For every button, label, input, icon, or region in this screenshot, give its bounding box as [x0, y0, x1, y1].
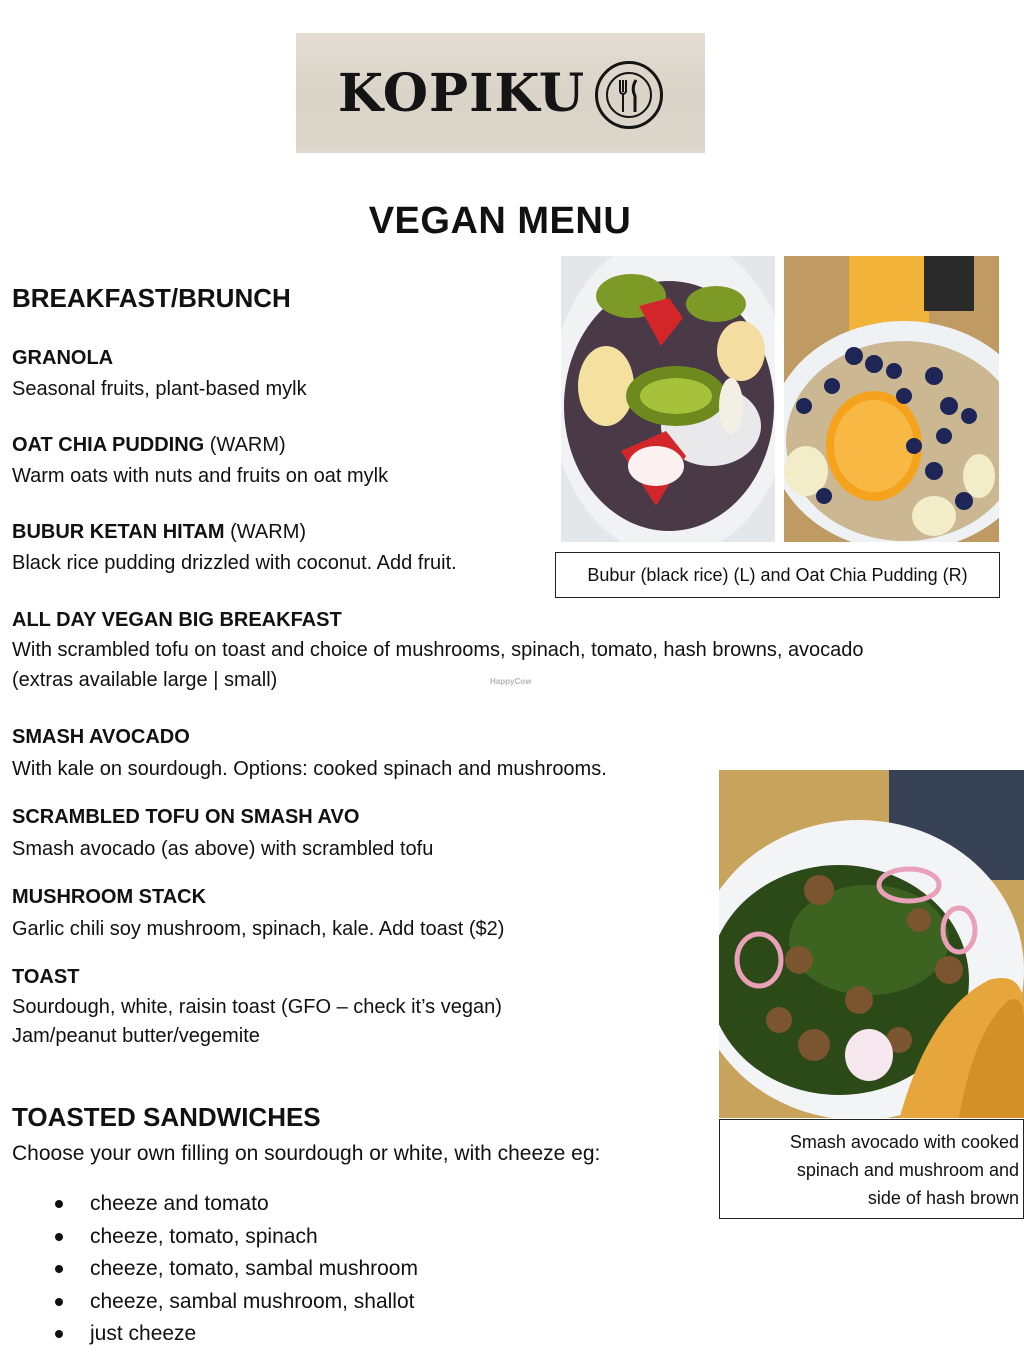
menu-item-name: SCRAMBLED TOFU ON SMASH AVO — [12, 806, 360, 828]
sandwiches-intro: Choose your own filling on sourdough or white, with cheeze eg: — [12, 1142, 601, 1165]
logo-text: KOPIKU — [337, 62, 586, 124]
oat-chia-pudding-photo — [784, 256, 999, 542]
menu-item-desc: Jam/peanut butter/vegemite — [12, 1025, 260, 1047]
menu-item-desc: Black rice pudding drizzled with coconut. Add fruit. — [12, 552, 457, 574]
menu-item-name: SMASH AVOCADO — [12, 726, 190, 748]
photo-caption-top: Bubur (black rice) (L) and Oat Chia Pudding (R) — [555, 552, 1000, 598]
list-item: just cheeze — [52, 1320, 418, 1353]
menu-item-note: (WARM) — [224, 521, 307, 543]
menu-item-desc: (extras available large | small) — [12, 669, 278, 691]
menu-item-desc: Warm oats with nuts and fruits on oat mylk — [12, 465, 389, 487]
bullet-icon — [55, 1298, 63, 1306]
caption-line: spinach and mushroom and — [796, 1160, 1019, 1180]
menu-item-note: (WARM) — [204, 434, 286, 456]
menu-item-name: ALL DAY VEGAN BIG BREAKFAST — [12, 609, 342, 631]
list-item: cheeze, tomato, spinach — [52, 1223, 418, 1256]
menu-item-name: OAT CHIA PUDDING (WARM) — [12, 434, 286, 456]
menu-item-desc: With kale on sourdough. Options: cooked spinach and mushrooms. — [12, 758, 607, 780]
smash-avocado-photo — [719, 770, 1024, 1118]
watermark: HappyCow — [490, 677, 532, 686]
bullet-icon — [55, 1330, 63, 1338]
sandwich-list — [52, 1190, 418, 1353]
logo — [296, 33, 705, 153]
black-rice-photo — [561, 256, 775, 542]
caption-line: Smash avocado with cooked — [789, 1132, 1019, 1152]
menu-item-name: GRANOLA — [12, 347, 114, 369]
section-heading-sandwiches: TOASTED SANDWICHES — [12, 1102, 321, 1132]
bullet-icon — [55, 1233, 63, 1241]
menu-item-desc: Garlic chili soy mushroom, spinach, kale. Add toast ($2) — [12, 918, 505, 940]
menu-item-name: MUSHROOM STACK — [12, 886, 207, 908]
fork-knife-plate-icon — [595, 61, 663, 129]
list-item: cheeze and tomato — [52, 1190, 418, 1223]
menu-item-name: BUBUR KETAN HITAM (WARM) — [12, 521, 307, 543]
menu-item-name: TOAST — [12, 966, 80, 988]
bullet-icon — [55, 1265, 63, 1273]
bullet-icon — [55, 1200, 63, 1208]
menu-item-desc: Smash avocado (as above) with scrambled tofu — [12, 838, 434, 860]
menu-item-desc: Sourdough, white, raisin toast (GFO – check it’s vegan) — [12, 996, 502, 1018]
menu-item-desc: With scrambled tofu on toast and choice of mushrooms, spinach, tomato, hash browns, avocado — [12, 639, 864, 661]
photo-caption-bottom — [719, 1119, 1024, 1219]
list-item: cheeze, tomato, sambal mushroom — [52, 1255, 418, 1288]
page-title: VEGAN MENU — [368, 200, 632, 242]
list-item: cheeze, sambal mushroom, shallot — [52, 1288, 418, 1321]
menu-item-desc: Seasonal fruits, plant-based mylk — [12, 378, 307, 400]
section-heading-breakfast: BREAKFAST/BRUNCH — [12, 283, 291, 313]
caption-line: side of hash brown — [867, 1188, 1019, 1208]
